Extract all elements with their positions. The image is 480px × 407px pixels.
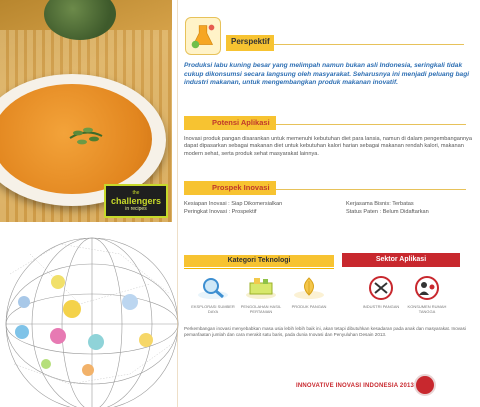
vertical-separator	[177, 0, 178, 407]
prospek-row-1-right: Kerjasama Bisnis: Terbatas	[346, 201, 414, 207]
globe-node-3	[63, 300, 81, 318]
globe-node-9	[82, 364, 94, 376]
intro-paragraph: Produksi labu kuning besar yang melimpah namun bukan asli Indonesia, seringkali tidak cukup dikonsumsi secara langsung oleh masyarakat. Seharusnya ini menjadi peluang bagi industri makanan, untuk mengembangkan produk makanan inovatif.	[184, 62, 470, 87]
globe-node-5	[15, 325, 29, 339]
consumer-icon	[410, 275, 444, 301]
potensi-paragraph: Inovasi produk pangan disarankan untuk memenuhi kebutuhan diet para lansia, namun di dalam pengembangannya dapat dipasarkan sebagai makanan diet untuk kebutuhan kalori harian sebagai makanan rendah kalori, makanan modern sehat, serta produk sehat masyarakat lainnya.	[184, 136, 472, 157]
prospek-row-2-left: Peringkat Inovasi : Prospektif	[184, 209, 257, 215]
section-potensi-title: Potensi Aplikasi	[212, 118, 270, 127]
kategori-label-2: PENGOLAHAN HASIL PERTANIAN	[240, 304, 282, 314]
magnifier-icon	[196, 275, 230, 301]
globe-node-4	[122, 294, 138, 310]
sektor-label-1: INDUSTRI PANGAN	[362, 304, 400, 309]
section-potensi-header	[184, 116, 276, 130]
brand-logo-icon	[414, 374, 436, 396]
kategori-rule	[184, 268, 334, 269]
badge-main-text: challengers	[110, 196, 162, 206]
globe-node-1	[51, 275, 65, 289]
globe-node-6	[50, 328, 66, 344]
prospek-row-2-right: Status Paten : Belum Didaftarkan	[346, 209, 429, 215]
challengers-badge	[104, 184, 168, 218]
badge-top-text: the	[132, 190, 140, 196]
globe-node-8	[139, 333, 153, 347]
sektor-label-2: KONSUMEN RUMAH TANGGA	[407, 304, 447, 314]
innovation-globe-illustration	[0, 214, 180, 407]
kategori-label-1: EKSPLORASI SUMBER DAYA	[191, 304, 235, 314]
prospek-right-column	[346, 200, 429, 216]
globe-node-10	[41, 359, 51, 369]
food-industry-icon	[364, 275, 398, 301]
header-rule	[274, 44, 464, 45]
laboratory-flask-icon	[185, 17, 221, 55]
food-product-icon	[292, 275, 326, 301]
section-prospek-header	[184, 181, 276, 195]
footnote-text: Perkembangan inovasi menyebabkan masa usia lebih lebih baik ini, akan tetapi dibutuhkan kesadaran pada anak dan masyarakat. Inovasi pemanfaatan jumlah dan cara merakit satu baris, pada dunia Inovasi dan Penyuluhan Desain 2013.	[184, 326, 466, 338]
globe-node-7	[88, 334, 104, 350]
prospek-row-1-left: Kesiapan Inovasi : Siap Dikomersialkan	[184, 201, 283, 207]
kategori-header: Kategori Teknologi	[184, 255, 334, 267]
section-prospek-title: Prospek Inovasi	[212, 183, 270, 192]
processing-icon	[244, 275, 278, 301]
badge-bottom-text: in recipes	[125, 206, 147, 212]
prospek-left-column	[184, 200, 282, 216]
page-title: Perspektif	[231, 37, 270, 46]
sektor-header: Sektor Aplikasi	[342, 253, 460, 267]
globe-node-2	[18, 296, 30, 308]
brand-text: INNOVATIVE INOVASI INDONESIA 2013	[296, 383, 415, 389]
section-potensi-rule	[276, 124, 466, 125]
pumpkin-soup-photo	[0, 0, 172, 222]
kategori-label-3: PRODUK PANGAN	[291, 304, 327, 309]
herb-garnish-icon	[66, 124, 106, 150]
section-prospek-rule	[276, 189, 466, 190]
